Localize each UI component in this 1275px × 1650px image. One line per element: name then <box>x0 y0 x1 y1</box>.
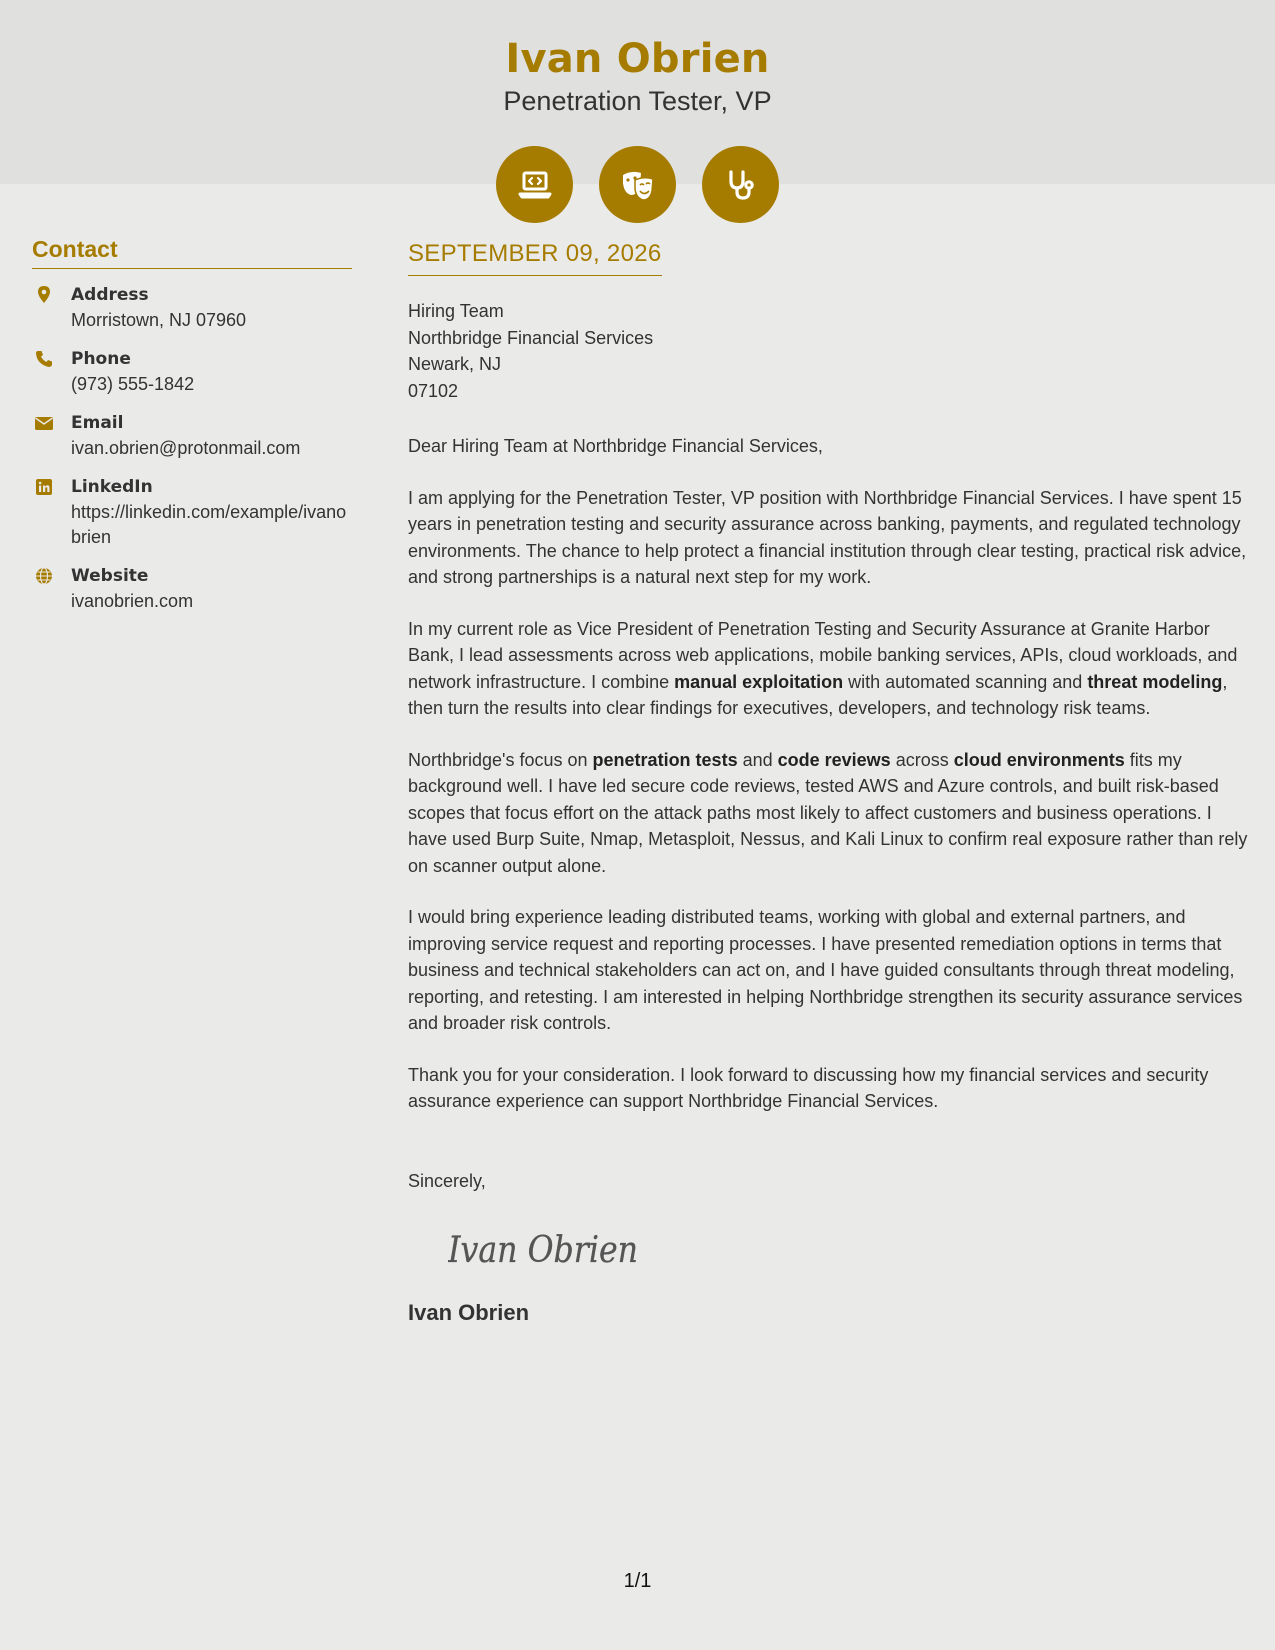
paragraph <box>408 485 1250 591</box>
paragraph-text: In my current role as Vice President of Penetration Testing and Security Assurance at Granite Harbor Bank, I lead assessments across web applications, mobile banking services, APIs, cloud workloads, and network infrastructure. I combine <box>408 618 1238 692</box>
contact-label: Address <box>71 285 149 305</box>
applicant-title: Penetration Tester, VP <box>503 86 772 116</box>
emphasis-text: penetration tests <box>592 749 738 770</box>
salutation: Dear Hiring Team at Northbridge Financial Services, <box>408 436 823 456</box>
letter-date: SEPTEMBER 09, 2026 <box>408 240 662 276</box>
contact-email <box>32 411 352 461</box>
contact-linkedin <box>32 475 352 550</box>
paragraph <box>408 1062 1250 1115</box>
address-value: Morristown, NJ 07960 <box>71 310 247 330</box>
paragraph-text: Northbridge's focus on <box>408 749 593 770</box>
contact-sidebar <box>32 236 352 614</box>
contact-heading: Contact <box>32 236 352 269</box>
contact-phone <box>32 347 352 397</box>
signed-name: Ivan Obrien <box>408 1300 530 1325</box>
contact-address <box>32 283 352 333</box>
paragraph <box>408 904 1250 1037</box>
phone-icon <box>34 349 54 369</box>
recipient-line: Northbridge Financial Services <box>408 327 654 348</box>
paragraph-text: fits my background well. I have led secure code reviews, tested AWS and Azure controls, and built risk-based scopes that focus effort on the attack paths most likely to affect customers and business operations. I have used Burp Suite, Nmap, Metasploit, Nessus, and Kali Linux to confirm real exposure rather than rely on scanner output alone. <box>408 749 1248 876</box>
email-value[interactable]: ivan.obrien@protonmail.com <box>71 438 301 458</box>
laptop-code-icon <box>496 146 573 223</box>
recipient-block <box>408 298 1250 404</box>
recipient-line: Hiring Team <box>408 301 504 321</box>
emphasis-text: threat modeling <box>1087 671 1223 692</box>
recipient-line: 07102 <box>408 380 459 401</box>
paragraph-text: across <box>890 749 954 770</box>
paragraph-text: Thank you for your consideration. I look forward to discussing how my financial services and security assurance experience can support Northbridge Financial Services. <box>408 1064 1209 1111</box>
website-value[interactable]: ivanobrien.com <box>71 591 194 611</box>
theater-masks-icon <box>599 146 676 223</box>
paragraph-text: I am applying for the Penetration Tester, VP position with Northbridge Financial Services. I have spent 15 years in penetration testing and security assurance across banking, payments, and regulated technology environments. The chance to help protect a financial institution through clear testing, practical risk advice, and strong partnerships is a natural next step for my work. <box>408 487 1247 587</box>
map-pin-icon <box>34 285 54 305</box>
stethoscope-icon <box>702 146 779 223</box>
paragraph <box>408 747 1250 880</box>
svg-text:Ivan Obrien: Ivan Obrien <box>448 1230 638 1271</box>
phone-value: (973) 555-1842 <box>71 374 195 394</box>
contact-label: Email <box>71 413 124 433</box>
paragraph-text: with automated scanning and <box>843 671 1088 692</box>
paragraph <box>408 616 1250 722</box>
letter-body <box>408 240 1250 1326</box>
recipient-line: Newark, NJ <box>408 354 502 374</box>
contact-website <box>32 564 352 614</box>
emphasis-text: code reviews <box>777 749 891 770</box>
globe-icon <box>34 566 54 586</box>
emphasis-text: cloud environments <box>953 749 1125 770</box>
linkedin-value[interactable]: https://linkedin.com/example/ivanobrien <box>71 502 347 547</box>
page-number: 1/1 <box>623 1570 652 1592</box>
paragraph-text: and <box>737 749 778 770</box>
emphasis-text: manual exploitation <box>674 671 844 692</box>
contact-label: Phone <box>71 349 131 369</box>
applicant-name: Ivan Obrien <box>505 36 770 82</box>
contact-label: LinkedIn <box>71 477 153 497</box>
closing: Sincerely, <box>408 1170 486 1191</box>
paragraph-text: , then turn the results into clear findings for executives, developers, and technology risk teams. <box>408 671 1228 718</box>
paragraph-text: I would bring experience leading distributed teams, working with global and external partners, and improving service request and reporting processes. I have presented remediation options in terms that business and technical stakeholders can act on, and I have guided consultants through threat modeling, reporting, and retesting. I am interested in helping Northbridge strengthen its security assurance services and broader risk controls. <box>408 907 1243 1033</box>
linkedin-icon <box>34 477 54 497</box>
contact-label: Website <box>71 566 149 586</box>
envelope-icon <box>34 413 54 433</box>
signature-image <box>448 1224 1250 1274</box>
